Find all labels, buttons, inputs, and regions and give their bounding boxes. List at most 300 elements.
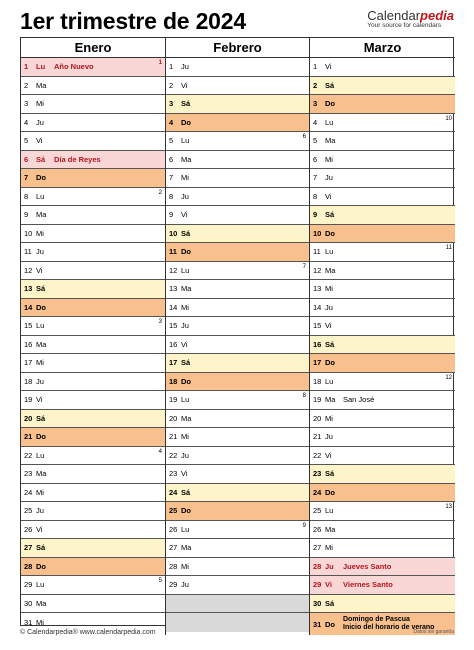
day-row <box>166 169 309 188</box>
day-number: 25 <box>24 506 33 516</box>
weekday-label: Lu <box>181 136 190 146</box>
day-row <box>21 558 165 577</box>
day-row <box>21 354 165 373</box>
footer-copyright: © Calendarpedia® www.calendarpedia.com <box>20 629 156 636</box>
day-number: 19 <box>24 395 33 405</box>
day-row <box>21 539 165 558</box>
weekday-label: Vi <box>325 62 332 72</box>
week-number: 10 <box>445 115 452 122</box>
day-number: 4 <box>24 117 29 127</box>
day-row <box>310 447 455 466</box>
day-row <box>21 299 165 318</box>
day-row <box>310 595 455 614</box>
day-number: 16 <box>313 339 322 349</box>
week-number: 3 <box>158 319 162 325</box>
weekday-label: Lu <box>36 580 45 590</box>
day-row <box>166 243 309 262</box>
weekday-label: Do <box>36 561 46 571</box>
weekday-label: Vi <box>36 524 43 534</box>
day-number: 28 <box>24 561 33 571</box>
day-number: 22 <box>169 450 178 460</box>
day-row <box>21 373 165 392</box>
day-number: 12 <box>313 265 322 275</box>
weekday-label: Sá <box>325 339 335 349</box>
weekday-label: Mi <box>181 173 189 183</box>
day-number: 11 <box>24 247 32 257</box>
day-row <box>310 484 455 503</box>
day-number: 27 <box>169 543 178 553</box>
day-row <box>21 151 165 170</box>
day-number: 10 <box>24 228 33 238</box>
day-row <box>310 188 455 207</box>
day-row <box>166 539 309 558</box>
weekday-label: Mi <box>325 154 333 164</box>
day-number: 10 <box>169 228 178 238</box>
day-row <box>166 114 309 133</box>
weekday-label: Vi <box>36 395 43 405</box>
event-text: Año Nuevo <box>54 62 94 72</box>
day-row <box>21 447 165 466</box>
weekday-label: Ju <box>325 173 333 183</box>
weekday-label: Ju <box>325 561 334 571</box>
day-row <box>21 391 165 410</box>
day-row <box>21 595 165 614</box>
day-number: 31 <box>313 619 322 629</box>
day-row <box>166 391 309 410</box>
day-row <box>21 169 165 188</box>
day-row <box>21 317 165 336</box>
day-row <box>310 206 455 225</box>
day-row <box>21 336 165 355</box>
day-number: 6 <box>313 154 318 164</box>
day-row <box>21 243 165 262</box>
event-label <box>343 562 455 571</box>
day-number: 28 <box>169 561 178 571</box>
day-number: 9 <box>24 210 29 220</box>
day-row <box>310 558 455 577</box>
day-row <box>166 558 309 577</box>
day-row <box>166 521 309 540</box>
brand-name <box>367 9 454 22</box>
weekday-label: Sá <box>325 80 335 90</box>
day-number: 2 <box>313 80 318 90</box>
day-number: 30 <box>24 598 33 608</box>
day-row <box>166 299 309 318</box>
day-number: 15 <box>169 321 178 331</box>
weekday-label: Vi <box>325 450 332 460</box>
day-row <box>310 77 455 96</box>
day-number: 24 <box>169 487 178 497</box>
day-number: 14 <box>313 302 322 312</box>
day-row <box>166 280 309 299</box>
weekday-label: Do <box>36 302 46 312</box>
day-number: 12 <box>24 265 33 275</box>
day-number: 18 <box>313 376 322 386</box>
day-number: 23 <box>313 469 322 479</box>
weekday-label: Ma <box>325 524 336 534</box>
day-number: 15 <box>24 321 33 331</box>
day-row <box>21 484 165 503</box>
weekday-label: Ju <box>325 432 333 442</box>
day-row <box>166 576 309 595</box>
day-number: 6 <box>169 154 174 164</box>
weekday-label: Ju <box>325 302 333 312</box>
day-number: 17 <box>169 358 178 368</box>
day-number: 16 <box>169 339 178 349</box>
day-row <box>310 299 455 318</box>
weekday-label: Mi <box>325 413 333 423</box>
weekday-label: Lu <box>325 376 334 386</box>
day-number: 2 <box>169 80 174 90</box>
month-header: Marzo <box>310 38 455 58</box>
weekday-label: Ma <box>36 210 47 220</box>
event-text-secondary: Inicio del horario de verano <box>343 624 435 631</box>
day-number: 21 <box>169 432 178 442</box>
day-number: 26 <box>313 524 322 534</box>
weekday-label: Vi <box>181 469 188 479</box>
day-row <box>21 280 165 299</box>
day-number: 23 <box>169 469 178 479</box>
brand-name-prefix: Calendar <box>367 8 421 23</box>
weekday-label: Do <box>325 487 335 497</box>
weekday-label: Ma <box>181 284 192 294</box>
weekday-label: Do <box>325 99 335 109</box>
day-number: 20 <box>169 413 178 423</box>
event-text: San José <box>343 395 375 405</box>
weekday-label: Ma <box>36 80 47 90</box>
weekday-label: Ma <box>325 395 336 405</box>
day-row <box>310 539 455 558</box>
weekday-label: Ju <box>181 191 189 201</box>
weekday-label: Ma <box>36 598 47 608</box>
day-row <box>310 576 455 595</box>
weekday-label: Mi <box>181 561 189 571</box>
day-number: 19 <box>169 395 178 405</box>
weekday-label: Ju <box>36 117 44 127</box>
day-number: 4 <box>313 117 318 127</box>
day-number: 5 <box>313 136 318 146</box>
footer-disclaimer: Datos sin garantía <box>413 629 454 635</box>
month-header: Enero <box>21 38 165 58</box>
weekday-label: Mi <box>36 487 44 497</box>
day-number: 20 <box>24 413 33 423</box>
day-number: 27 <box>313 543 322 553</box>
weekday-label: Vi <box>181 210 188 220</box>
empty-day-cell <box>166 595 309 614</box>
weekday-label: Sá <box>325 598 335 608</box>
weekday-label: Lu <box>36 321 45 331</box>
weekday-label: Vi <box>181 339 188 349</box>
weekday-label: Sá <box>36 413 46 423</box>
weekday-label: Ma <box>325 136 336 146</box>
day-number: 28 <box>313 561 322 571</box>
weekday-label: Vi <box>181 80 188 90</box>
weekday-label: Vi <box>36 136 43 146</box>
day-number: 1 <box>169 62 174 72</box>
day-number: 12 <box>169 265 178 275</box>
day-number: 5 <box>169 136 174 146</box>
day-number: 24 <box>24 487 33 497</box>
weekday-label: Mi <box>181 302 189 312</box>
weekday-label: Do <box>36 173 46 183</box>
day-number: 26 <box>24 524 33 534</box>
day-row <box>310 151 455 170</box>
day-number: 14 <box>24 302 33 312</box>
day-number: 23 <box>24 469 33 479</box>
day-row <box>166 132 309 151</box>
day-row <box>21 225 165 244</box>
day-row <box>166 484 309 503</box>
day-row <box>21 132 165 151</box>
weekday-label: Mi <box>36 228 44 238</box>
weekday-label: Ma <box>181 154 192 164</box>
day-number: 3 <box>24 99 29 109</box>
month-column-marzo <box>310 38 455 635</box>
day-number: 26 <box>169 524 178 534</box>
day-row <box>21 77 165 96</box>
weekday-label: Mi <box>325 284 333 294</box>
weekday-label: Ma <box>325 265 336 275</box>
brand-name-accent: pedia <box>420 8 454 23</box>
day-row <box>310 243 455 262</box>
event-text: Jueves Santo <box>343 561 392 571</box>
weekday-label: Mi <box>36 358 44 368</box>
weekday-label: Ju <box>181 321 189 331</box>
day-row <box>166 262 309 281</box>
weekday-label: Lu <box>325 247 334 257</box>
event-text: Viernes Santo <box>343 580 393 590</box>
weekday-label: Sá <box>181 358 191 368</box>
weekday-label: Vi <box>325 321 332 331</box>
day-number: 8 <box>313 191 318 201</box>
day-number: 13 <box>169 284 178 294</box>
month-column-febrero <box>166 38 310 635</box>
day-number: 8 <box>169 191 174 201</box>
weekday-label: Lu <box>325 117 334 127</box>
weekday-label: Lu <box>36 450 45 460</box>
day-row <box>21 502 165 521</box>
day-row <box>166 58 309 77</box>
day-number: 9 <box>313 210 318 220</box>
day-row <box>310 373 455 392</box>
day-number: 30 <box>313 598 322 608</box>
day-row <box>310 521 455 540</box>
weekday-label: Ju <box>181 450 189 460</box>
weekday-label: Ju <box>36 506 44 516</box>
day-row <box>21 114 165 133</box>
day-row <box>21 410 165 429</box>
quarter-calendar <box>20 37 454 631</box>
day-row <box>166 188 309 207</box>
day-row <box>310 428 455 447</box>
day-number: 15 <box>313 321 322 331</box>
day-number: 29 <box>313 580 322 590</box>
month-column-enero <box>21 38 166 635</box>
weekday-label: Sá <box>181 99 191 109</box>
day-number: 8 <box>24 191 29 201</box>
day-row <box>166 410 309 429</box>
weekday-label: Do <box>325 358 335 368</box>
weekday-label: Sá <box>36 284 46 294</box>
weekday-label: Mi <box>181 432 189 442</box>
week-number: 5 <box>158 578 162 584</box>
day-number: 1 <box>24 62 29 72</box>
day-number: 27 <box>24 543 33 553</box>
weekday-label: Ju <box>181 62 189 72</box>
weekday-label: Sá <box>181 228 191 238</box>
weekday-label: Mi <box>36 617 44 627</box>
page-title: 1er trimestre de 2024 <box>20 8 246 34</box>
day-row <box>310 280 455 299</box>
day-row <box>310 502 455 521</box>
weekday-label: Ju <box>36 247 44 257</box>
weekday-label: Ma <box>181 413 192 423</box>
weekday-label: Lu <box>325 506 334 516</box>
day-number: 6 <box>24 154 29 164</box>
day-number: 2 <box>24 80 29 90</box>
day-row <box>166 95 309 114</box>
day-row <box>21 262 165 281</box>
day-row <box>310 114 455 133</box>
week-number: 13 <box>445 504 452 510</box>
day-number: 18 <box>169 376 178 386</box>
day-number: 25 <box>169 506 178 516</box>
day-number: 29 <box>169 580 178 590</box>
day-row <box>310 317 455 336</box>
day-row <box>310 169 455 188</box>
day-row <box>166 502 309 521</box>
weekday-label: Do <box>181 247 191 257</box>
day-number: 22 <box>24 450 33 460</box>
weekday-label: Do <box>181 506 191 516</box>
day-row <box>21 465 165 484</box>
weekday-label: Mi <box>325 543 333 553</box>
day-row <box>166 77 309 96</box>
day-number: 25 <box>313 506 322 516</box>
month-header: Febrero <box>166 38 309 58</box>
day-row <box>310 391 455 410</box>
day-row <box>310 262 455 281</box>
day-number: 1 <box>313 62 318 72</box>
weekday-label: Ju <box>36 376 44 386</box>
event-label <box>343 395 455 404</box>
day-number: 13 <box>313 284 322 294</box>
weekday-label: Do <box>325 619 335 629</box>
weekday-label: Lu <box>36 191 45 201</box>
day-number: 29 <box>24 580 33 590</box>
day-row <box>166 225 309 244</box>
day-row <box>166 151 309 170</box>
day-row <box>166 206 309 225</box>
day-row <box>166 336 309 355</box>
day-row <box>21 521 165 540</box>
weekday-label: Sá <box>36 543 46 553</box>
brand-logo <box>367 9 454 30</box>
day-row <box>21 58 165 77</box>
day-row <box>310 95 455 114</box>
day-number: 7 <box>24 173 29 183</box>
empty-day-cell <box>166 613 309 632</box>
event-text: Domingo de Pascua <box>343 615 410 623</box>
day-number: 16 <box>24 339 33 349</box>
week-number: 12 <box>445 374 452 381</box>
day-number: 7 <box>169 173 174 183</box>
weekday-label: Sá <box>36 154 46 164</box>
day-row <box>21 576 165 595</box>
day-number: 13 <box>24 284 33 294</box>
day-number: 24 <box>313 487 322 497</box>
event-text: Día de Reyes <box>54 154 101 164</box>
day-row <box>310 410 455 429</box>
day-row <box>21 95 165 114</box>
weekday-label: Sá <box>325 469 335 479</box>
day-row <box>166 447 309 466</box>
week-number: 2 <box>158 189 162 196</box>
day-row <box>21 206 165 225</box>
weekday-label: Ma <box>36 339 47 349</box>
weekday-label: Lu <box>181 524 190 534</box>
day-number: 4 <box>169 117 174 127</box>
weekday-label: Ma <box>36 469 47 479</box>
day-number: 17 <box>313 358 322 368</box>
week-number: 4 <box>158 448 162 455</box>
day-row <box>310 58 455 77</box>
weekday-label: Do <box>181 376 191 386</box>
day-number: 17 <box>24 358 33 368</box>
day-row <box>310 225 455 244</box>
day-number: 7 <box>313 173 318 183</box>
day-row <box>166 465 309 484</box>
day-number: 31 <box>24 617 33 627</box>
day-number: 18 <box>24 376 33 386</box>
day-number: 3 <box>313 99 318 109</box>
day-number: 5 <box>24 136 29 146</box>
day-number: 3 <box>169 99 174 109</box>
day-row <box>166 354 309 373</box>
day-row <box>310 336 455 355</box>
week-number: 1 <box>158 60 162 66</box>
week-number: 8 <box>302 393 306 399</box>
weekday-label: Vi <box>325 191 332 201</box>
day-row <box>166 428 309 447</box>
day-number: 19 <box>313 395 322 405</box>
week-number: 7 <box>302 263 306 270</box>
weekday-label: Ma <box>181 543 192 553</box>
day-number: 10 <box>313 228 322 238</box>
event-label <box>343 580 455 589</box>
day-number: 21 <box>313 432 322 442</box>
week-number: 6 <box>302 134 306 140</box>
day-row <box>310 132 455 151</box>
day-row <box>21 428 165 447</box>
brand-tagline: Your source for calendars <box>367 22 442 29</box>
week-number: 9 <box>302 522 306 529</box>
weekday-label: Do <box>181 117 191 127</box>
day-row <box>310 354 455 373</box>
day-row <box>21 188 165 207</box>
day-row <box>166 373 309 392</box>
day-number: 20 <box>313 413 322 423</box>
weekday-label: Sá <box>181 487 191 497</box>
day-number: 11 <box>169 247 177 257</box>
weekday-label: Lu <box>181 265 190 275</box>
weekday-label: Do <box>325 228 335 238</box>
weekday-label: Lu <box>36 62 46 72</box>
event-label <box>54 62 165 71</box>
weekday-label: Vi <box>36 265 43 275</box>
day-number: 9 <box>169 210 174 220</box>
weekday-label: Sá <box>325 210 335 220</box>
